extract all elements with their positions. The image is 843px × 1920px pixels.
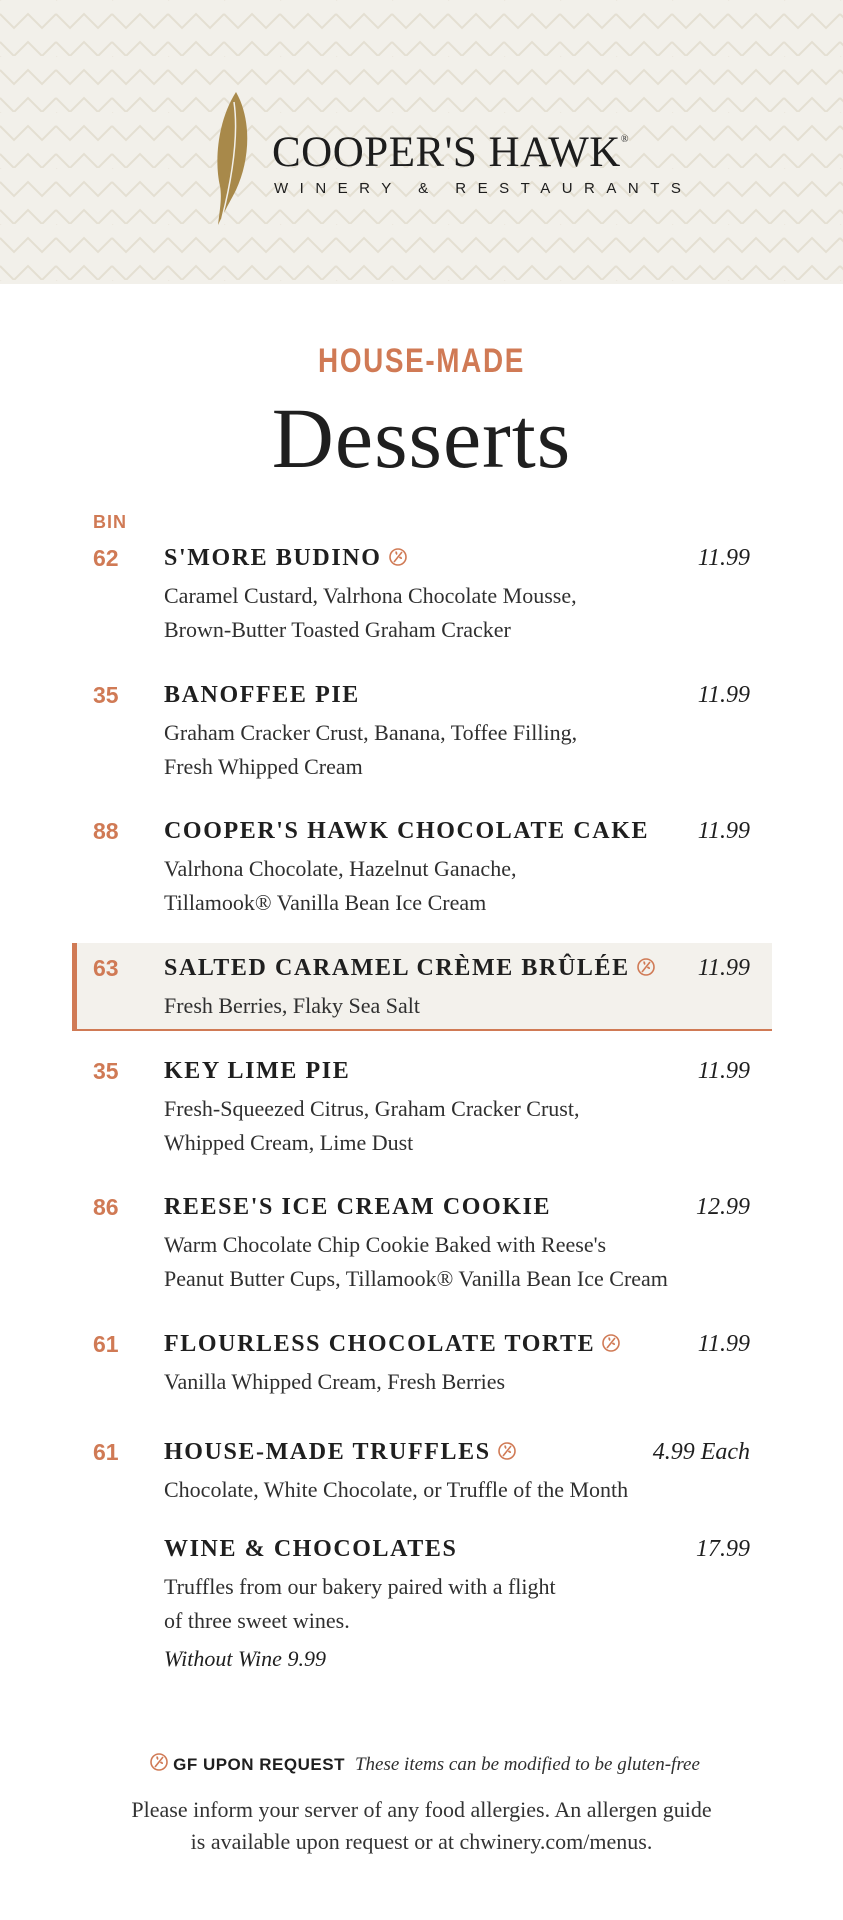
item-price: 11.99 xyxy=(697,955,750,981)
gf-note: These items can be modified to be gluten-free xyxy=(354,1754,700,1775)
item-price: 11.99 xyxy=(697,1058,750,1084)
item-name: HOUSE-MADE TRUFFLES xyxy=(164,1439,517,1466)
description-line: of three sweet wines. xyxy=(164,1608,350,1633)
description-line: Fresh-Squeezed Citrus, Graham Cracker Crust, xyxy=(164,1096,580,1121)
brand-logo xyxy=(212,90,693,230)
bin-number: 35 xyxy=(93,682,119,708)
allergy-notice xyxy=(0,1794,843,1858)
item-name: KEY LIME PIE xyxy=(164,1058,351,1084)
item-price: 4.99 Each xyxy=(652,1439,750,1465)
brand-subtitle: WINERY & RESTAURANTS xyxy=(274,180,693,197)
gf-label: GF UPON REQUEST xyxy=(173,1755,345,1774)
item-price: 11.99 xyxy=(697,545,750,571)
header-banner xyxy=(0,0,843,284)
item-description xyxy=(164,579,577,647)
item-price: 11.99 xyxy=(697,1331,750,1357)
item-description xyxy=(164,1092,579,1160)
item-price: 12.99 xyxy=(696,1194,750,1220)
item-description xyxy=(164,716,577,784)
gluten-free-wheat-icon xyxy=(497,1441,517,1461)
description-line: Brown-Butter Toasted Graham Cracker xyxy=(164,617,511,642)
bin-column-header: BIN xyxy=(93,512,127,532)
item-name: FLOURLESS CHOCOLATE TORTE xyxy=(164,1331,621,1358)
description-line: Whipped Cream, Lime Dust xyxy=(164,1130,414,1155)
description-line: Vanilla Whipped Cream, Fresh Berries xyxy=(164,1369,506,1394)
item-name: BANOFFEE PIE xyxy=(164,682,360,708)
item-name: SALTED CARAMEL CRÈME BRÛLÉE xyxy=(164,955,656,982)
description-line: Peanut Butter Cups, Tillamook® Vanilla Bean Ice Cream xyxy=(164,1266,668,1291)
description-line: Warm Chocolate Chip Cookie Baked with Reese's xyxy=(164,1232,607,1257)
section-kicker: HOUSE-MADE xyxy=(318,342,525,380)
bin-number: 63 xyxy=(93,955,119,981)
description-line: Fresh Whipped Cream xyxy=(164,754,363,779)
gf-legend xyxy=(0,1752,843,1776)
allergy-line: is available upon request or at chwinery.com/menus. xyxy=(190,1829,653,1854)
bin-number: 86 xyxy=(93,1194,119,1220)
gluten-free-wheat-icon xyxy=(636,957,656,977)
item-description xyxy=(164,1365,505,1399)
item-description xyxy=(164,989,420,1023)
item-price: 17.99 xyxy=(696,1536,750,1562)
item-description xyxy=(164,1228,668,1296)
item-description xyxy=(164,1570,556,1638)
item-name: REESE'S ICE CREAM COOKIE xyxy=(164,1194,552,1220)
item-name: WINE & CHOCOLATES xyxy=(164,1536,458,1562)
item-description xyxy=(164,852,516,920)
without-wine-price: Without Wine 9.99 xyxy=(164,1646,326,1671)
description-line: Graham Cracker Crust, Banana, Toffee Filling, xyxy=(164,720,578,745)
item-name: COOPER'S HAWK CHOCOLATE CAKE xyxy=(164,818,650,844)
item-price: 11.99 xyxy=(697,682,750,708)
bin-number: 61 xyxy=(93,1439,119,1465)
page-title: Desserts xyxy=(271,390,572,486)
description-line: Truffles from our bakery paired with a flight xyxy=(164,1574,556,1599)
item-price: 11.99 xyxy=(697,818,750,844)
bin-number: 88 xyxy=(93,818,119,844)
item-name: S'MORE BUDINO xyxy=(164,545,408,572)
item-description xyxy=(164,1473,628,1507)
allergy-line: Please inform your server of any food allergies. An allergen guide xyxy=(131,1797,712,1822)
description-line: Tillamook® Vanilla Bean Ice Cream xyxy=(164,890,487,915)
brand-name: COOPER'S HAWK® xyxy=(272,129,629,176)
gluten-free-wheat-icon xyxy=(149,1752,169,1772)
description-line: Valrhona Chocolate, Hazelnut Ganache, xyxy=(164,856,517,881)
gluten-free-wheat-icon xyxy=(388,547,408,567)
gluten-free-wheat-icon xyxy=(601,1333,621,1353)
bin-number: 35 xyxy=(93,1058,119,1084)
description-line: Chocolate, White Chocolate, or Truffle of the Month xyxy=(164,1477,629,1502)
feather-icon xyxy=(212,90,252,225)
description-line: Fresh Berries, Flaky Sea Salt xyxy=(164,993,421,1018)
description-line: Caramel Custard, Valrhona Chocolate Mousse, xyxy=(164,583,577,608)
bin-number: 62 xyxy=(93,545,119,571)
bin-number: 61 xyxy=(93,1331,119,1357)
